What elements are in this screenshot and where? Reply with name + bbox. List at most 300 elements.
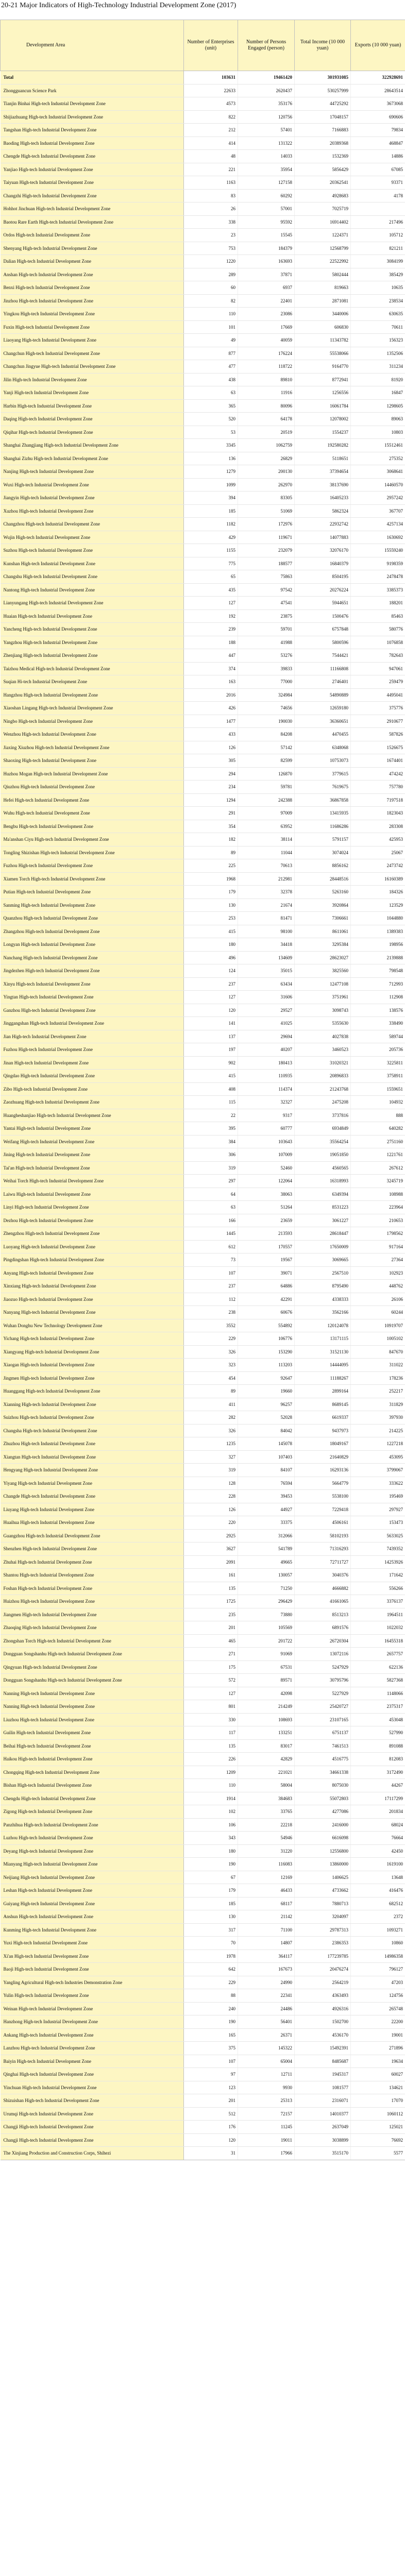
total-income-cell: 2316071 [295, 2094, 351, 2108]
enterprises-cell: 141 [184, 1017, 238, 1030]
total-income-cell: 28618447 [295, 1227, 351, 1241]
development-area-cell: Changji High-tech Industrial Development Zone [1, 2121, 184, 2134]
persons-engaged-cell: 52460 [238, 1161, 295, 1175]
table-row [1, 1555, 405, 1569]
total-income-cell: 4338333 [295, 1293, 351, 1306]
persons-engaged-cell: 15545 [238, 229, 295, 242]
persons-engaged-cell: 60777 [238, 1122, 295, 1136]
table-row [1, 492, 405, 505]
total-income-cell: 7025719 [295, 202, 351, 216]
exports-cell: 25067 [351, 846, 405, 859]
enterprises-cell: 48 [184, 150, 238, 163]
persons-engaged-cell: 167673 [238, 1963, 295, 1976]
persons-engaged-cell: 184379 [238, 242, 295, 255]
total-income-cell: 22522992 [295, 255, 351, 268]
persons-engaged-cell: 74656 [238, 702, 295, 715]
enterprises-cell: 429 [184, 531, 238, 544]
table-row [1, 583, 405, 597]
exports-cell: 1964511 [351, 1608, 405, 1621]
development-area-cell: Tongling Shizishan High-tech Industrial Development Zone [1, 846, 184, 859]
total-income-cell: 15492391 [295, 2042, 351, 2055]
persons-engaged-cell: 40207 [238, 1043, 295, 1057]
table-row [1, 1595, 405, 1608]
enterprises-cell: 877 [184, 347, 238, 360]
total-income-cell: 20362541 [295, 176, 351, 190]
header-row [1, 20, 405, 71]
exports-cell: 42450 [351, 1844, 405, 1858]
exports-cell: 124756 [351, 1989, 405, 2003]
persons-engaged-cell: 12169 [238, 1871, 295, 1884]
table-row [1, 781, 405, 794]
total-income-cell: 5802444 [295, 268, 351, 281]
development-area-cell: Quanzhou High-tech Industrial Development Zone [1, 912, 184, 925]
exports-cell: 622136 [351, 1660, 405, 1674]
persons-engaged-cell: 170557 [238, 1240, 295, 1253]
development-area-cell: Harbin High-tech Industrial Development Zone [1, 399, 184, 413]
enterprises-cell: 433 [184, 728, 238, 741]
exports-cell: 153473 [351, 1516, 405, 1530]
development-area-cell: Changzhi High-tech Industrial Development Zone [1, 189, 184, 202]
total-income-cell: 7306661 [295, 912, 351, 925]
total-income-cell: 30795796 [295, 1674, 351, 1687]
persons-engaged-cell: 80096 [238, 399, 295, 413]
development-area-cell: Nanyang High-tech Industrial Development Zone [1, 1306, 184, 1319]
exports-cell: 1221761 [351, 1148, 405, 1162]
total-income-cell: 4926316 [295, 2002, 351, 2015]
table-row [1, 1082, 405, 1096]
total-income-cell: 55538066 [295, 347, 351, 360]
total-income-cell: 16840379 [295, 557, 351, 570]
table-row [1, 1201, 405, 1214]
enterprises-cell: 179 [184, 1884, 238, 1897]
exports-cell: 947061 [351, 662, 405, 675]
header-exports: Exports (10 000 yuan) [351, 20, 405, 71]
exports-cell: 76664 [351, 1832, 405, 1845]
table-row [1, 1437, 405, 1451]
development-area-cell: Jian High-tech Industrial Development Zone [1, 1030, 184, 1043]
exports-cell: 1227218 [351, 1437, 405, 1451]
enterprises-cell: 212 [184, 124, 238, 137]
persons-engaged-cell: 33375 [238, 1516, 295, 1530]
development-area-cell: Yingkou High-tech Industrial Development Zone [1, 308, 184, 321]
table-row [1, 1582, 405, 1595]
exports-cell: 1093271 [351, 1923, 405, 1937]
exports-cell: 156323 [351, 334, 405, 347]
total-income-cell: 3779615 [295, 767, 351, 781]
total-income-cell: 5247929 [295, 1660, 351, 1674]
persons-engaged-cell: 42098 [238, 1687, 295, 1700]
table-row [1, 2094, 405, 2108]
total-income-cell: 177239785 [295, 1950, 351, 1963]
exports-cell: 15512461 [351, 439, 405, 452]
persons-engaged-cell: 200130 [238, 465, 295, 479]
exports-cell: 259479 [351, 675, 405, 689]
table-row [1, 886, 405, 899]
indicators-table-container [0, 20, 405, 2160]
table-row [1, 1792, 405, 1805]
exports-cell: 223964 [351, 1201, 405, 1214]
total-income-cell: 2416000 [295, 1818, 351, 1832]
table-row [1, 2068, 405, 2081]
exports-cell: 1630692 [351, 531, 405, 544]
persons-engaged-cell: 89810 [238, 373, 295, 386]
enterprises-cell: 520 [184, 413, 238, 426]
enterprises-cell: 89 [184, 1385, 238, 1398]
development-area-cell: Wuxi High-tech Industrial Development Zone [1, 478, 184, 492]
table-row [1, 124, 405, 137]
development-area-cell: Zhenjiang High-tech Industrial Development Zone [1, 649, 184, 663]
exports-cell: 275352 [351, 452, 405, 465]
development-area-cell: Foshan High-tech Industrial Development Zone [1, 1582, 184, 1595]
development-area-cell: Lanzhou High-tech Industrial Development Zone [1, 2042, 184, 2055]
total-income-cell: 28623027 [295, 951, 351, 964]
total-income-cell: 14444095 [295, 1359, 351, 1372]
enterprises-cell: 454 [184, 1371, 238, 1385]
persons-engaged-cell: 44927 [238, 1503, 295, 1516]
total-income-cell: 5263160 [295, 886, 351, 899]
total-income-cell: 20896833 [295, 1070, 351, 1083]
total-income-cell: 1554237 [295, 426, 351, 439]
persons-engaged-cell: 19660 [238, 1385, 295, 1398]
table-row [1, 1096, 405, 1109]
persons-engaged-cell: 2620437 [238, 84, 295, 97]
enterprises-cell: 297 [184, 1175, 238, 1188]
persons-engaged-cell: 29694 [238, 1030, 295, 1043]
persons-engaged-cell: 242388 [238, 793, 295, 807]
total-income-cell: 23107165 [295, 1713, 351, 1726]
enterprises-cell: 64 [184, 1188, 238, 1201]
enterprises-cell: 161 [184, 1569, 238, 1582]
total-income-cell: 5227929 [295, 1687, 351, 1700]
development-area-cell: Luzhou High-tech Industrial Development Zone [1, 1832, 184, 1845]
persons-engaged-cell: 22218 [238, 1818, 295, 1832]
persons-engaged-cell: 221021 [238, 1766, 295, 1779]
persons-engaged-cell: 11245 [238, 2121, 295, 2134]
table-row [1, 859, 405, 873]
exports-cell: 474242 [351, 767, 405, 781]
persons-engaged-cell: 72157 [238, 2107, 295, 2121]
total-income-cell: 5538100 [295, 1490, 351, 1503]
table-row [1, 1122, 405, 1136]
persons-engaged-cell: 107009 [238, 1148, 295, 1162]
enterprises-cell: 165 [184, 2028, 238, 2042]
table-row [1, 728, 405, 741]
table-row [1, 1621, 405, 1635]
total-income-cell: 58102193 [295, 1529, 351, 1543]
table-row [1, 2028, 405, 2042]
persons-engaged-cell: 26371 [238, 2028, 295, 2042]
development-area-cell: Zhangzhou High-tech Industrial Development Zone [1, 925, 184, 938]
persons-engaged-cell: 21142 [238, 1910, 295, 1924]
development-area-cell: Jiangmen High-tech Industrial Development Zone [1, 1608, 184, 1621]
total-income-cell: 301931085 [295, 71, 351, 84]
development-area-cell: Liuzhou High-tech Industrial Development Zone [1, 1713, 184, 1726]
total-income-cell: 19051850 [295, 1148, 351, 1162]
table-row [1, 1858, 405, 1871]
table-row [1, 912, 405, 925]
persons-engaged-cell: 6937 [238, 281, 295, 295]
table-row [1, 1371, 405, 1385]
persons-engaged-cell: 22401 [238, 294, 295, 308]
table-row [1, 1700, 405, 1714]
persons-engaged-cell: 14807 [238, 1937, 295, 1950]
enterprises-cell: 235 [184, 1608, 238, 1621]
persons-engaged-cell: 134609 [238, 951, 295, 964]
exports-cell: 311234 [351, 360, 405, 374]
exports-cell: 2375317 [351, 1700, 405, 1714]
table-row [1, 439, 405, 452]
persons-engaged-cell: 353176 [238, 97, 295, 111]
enterprises-cell: 175 [184, 1660, 238, 1674]
table-row [1, 964, 405, 978]
enterprises-cell: 801 [184, 1700, 238, 1714]
enterprises-cell: 1725 [184, 1595, 238, 1608]
enterprises-cell: 1294 [184, 793, 238, 807]
persons-engaged-cell: 120756 [238, 110, 295, 124]
table-row [1, 334, 405, 347]
development-area-cell: The Xinjiang Production and Construction Corps, Shihezi [1, 2147, 184, 2160]
enterprises-cell: 1163 [184, 176, 238, 190]
enterprises-cell: 127 [184, 991, 238, 1004]
persons-engaged-cell: 107403 [238, 1450, 295, 1464]
persons-engaged-cell: 12711 [238, 2068, 295, 2081]
table-row [1, 281, 405, 295]
enterprises-cell: 294 [184, 767, 238, 781]
exports-cell: 1823043 [351, 807, 405, 820]
development-area-cell: Hohhot Jinchuan High-tech Industrial Development Zone [1, 202, 184, 216]
persons-engaged-cell: 82599 [238, 754, 295, 768]
persons-engaged-cell: 49665 [238, 1555, 295, 1569]
total-income-cell: 31521130 [295, 1345, 351, 1359]
exports-cell: 112908 [351, 991, 405, 1004]
development-area-cell: Benxi High-tech Industrial Development Zone [1, 281, 184, 295]
total-income-cell: 22932742 [295, 518, 351, 531]
total-income-cell: 3440006 [295, 308, 351, 321]
development-area-cell: Yinchuan High-tech Industrial Development Zone [1, 2081, 184, 2094]
table-row [1, 320, 405, 334]
exports-cell: 76692 [351, 2133, 405, 2147]
persons-engaged-cell: 68117 [238, 1897, 295, 1910]
development-area-cell: Baoding High-tech Industrial Development Zone [1, 137, 184, 150]
table-row [1, 1214, 405, 1227]
persons-engaged-cell: 201722 [238, 1634, 295, 1648]
table-row [1, 1109, 405, 1122]
development-area-cell: Weihai Torch High-tech Industrial Development Zone [1, 1175, 184, 1188]
enterprises-cell: 128 [184, 1477, 238, 1490]
total-income-cell: 8513213 [295, 1608, 351, 1621]
development-area-cell: Changde High-tech Industrial Development Zone [1, 1490, 184, 1503]
exports-cell: 796127 [351, 1963, 405, 1976]
header-enterprises: Number of Enterprises (unit) [184, 20, 238, 71]
table-row [1, 1910, 405, 1924]
total-income-cell: 55072803 [295, 1792, 351, 1805]
header-persons-engaged: Number of Persons Engaged (person) [238, 20, 295, 71]
table-row [1, 899, 405, 912]
table-row [1, 1766, 405, 1779]
exports-cell: 297927 [351, 1503, 405, 1516]
table-row [1, 1043, 405, 1057]
total-income-cell: 6616098 [295, 1832, 351, 1845]
exports-cell: 1005102 [351, 1332, 405, 1346]
persons-engaged-cell: 95592 [238, 215, 295, 229]
development-area-cell: Mianyang High-tech Industrial Development Zone [1, 1858, 184, 1871]
total-income-cell: 20476274 [295, 1963, 351, 1976]
table-row [1, 977, 405, 991]
enterprises-cell: 572 [184, 1674, 238, 1687]
development-area-cell: Yuxi High-tech Industrial Development Zone [1, 1937, 184, 1950]
table-row [1, 347, 405, 360]
total-income-cell: 4733662 [295, 1884, 351, 1897]
enterprises-cell: 496 [184, 951, 238, 964]
development-area-cell: Ankang High-tech Industrial Development Zone [1, 2028, 184, 2042]
persons-engaged-cell: 76594 [238, 1477, 295, 1490]
table-row [1, 1832, 405, 1845]
enterprises-cell: 2016 [184, 688, 238, 702]
enterprises-cell: 239 [184, 623, 238, 636]
persons-engaged-cell: 42291 [238, 1293, 295, 1306]
exports-cell: 527990 [351, 1726, 405, 1740]
exports-cell: 19001 [351, 2028, 405, 2042]
exports-cell: 640282 [351, 1122, 405, 1136]
table-row [1, 176, 405, 190]
exports-cell: 70611 [351, 320, 405, 334]
exports-cell: 17070 [351, 2094, 405, 2108]
total-income-cell: 35564254 [295, 1135, 351, 1148]
total-income-cell: 7880713 [295, 1897, 351, 1910]
total-income-cell: 5862324 [295, 504, 351, 518]
persons-engaged-cell: 57401 [238, 124, 295, 137]
enterprises-cell: 365 [184, 399, 238, 413]
persons-engaged-cell: 105569 [238, 1621, 295, 1635]
development-area-cell: Chengde High-tech Industrial Development Zone [1, 150, 184, 163]
persons-engaged-cell: 113203 [238, 1359, 295, 1372]
development-area-cell: Zibo High-tech Industrial Development Zone [1, 1082, 184, 1096]
total-income-cell: 4277086 [295, 1805, 351, 1819]
enterprises-cell: 179 [184, 886, 238, 899]
enterprises-cell: 103631 [184, 71, 238, 84]
persons-engaged-cell: 59701 [238, 623, 295, 636]
table-row [1, 386, 405, 400]
total-income-cell: 16318993 [295, 1175, 351, 1188]
total-income-cell: 12477108 [295, 977, 351, 991]
exports-cell: 468847 [351, 137, 405, 150]
table-row [1, 1529, 405, 1543]
table-row [1, 1687, 405, 1700]
total-income-cell: 16914402 [295, 215, 351, 229]
table-row [1, 2081, 405, 2094]
table-row [1, 1963, 405, 1976]
table-row [1, 820, 405, 833]
development-area-cell: Chongqing High-tech Industrial Development Zone [1, 1766, 184, 1779]
persons-engaged-cell: 97542 [238, 583, 295, 597]
table-row [1, 1634, 405, 1648]
total-income-cell: 4470455 [295, 728, 351, 741]
persons-engaged-cell: 11044 [238, 846, 295, 859]
persons-engaged-cell: 163693 [238, 255, 295, 268]
enterprises-cell: 411 [184, 1398, 238, 1411]
exports-cell: 1389383 [351, 925, 405, 938]
table-row [1, 465, 405, 479]
total-income-cell: 3069665 [295, 1253, 351, 1267]
exports-cell: 425953 [351, 833, 405, 846]
enterprises-cell: 229 [184, 1976, 238, 1989]
exports-cell: 10860 [351, 1937, 405, 1950]
development-area-cell: Changchun High-tech Industrial Development Zone [1, 347, 184, 360]
table-row [1, 137, 405, 150]
enterprises-cell: 166 [184, 1214, 238, 1227]
enterprises-cell: 88 [184, 1989, 238, 2003]
exports-cell: 214225 [351, 1424, 405, 1437]
total-income-cell: 8531223 [295, 1201, 351, 1214]
persons-engaged-cell: 52028 [238, 1411, 295, 1425]
persons-engaged-cell: 131322 [238, 137, 295, 150]
enterprises-cell: 512 [184, 2107, 238, 2121]
development-area-cell: Hanzhong High-tech Industrial Development Zone [1, 2015, 184, 2029]
development-area-cell: Xiaoshan Lingang High-tech Industrial Development Zone [1, 702, 184, 715]
persons-engaged-cell: 23659 [238, 1214, 295, 1227]
exports-cell: 1674401 [351, 754, 405, 768]
enterprises-cell: 291 [184, 807, 238, 820]
exports-cell: 27364 [351, 1253, 405, 1267]
development-area-cell: Laiwu High-tech Industrial Development Zone [1, 1188, 184, 1201]
exports-cell: 252217 [351, 1385, 405, 1398]
persons-engaged-cell: 24990 [238, 1976, 295, 1989]
total-income-cell: 3295384 [295, 938, 351, 952]
exports-cell: 3084199 [351, 255, 405, 268]
exports-cell: 16847 [351, 386, 405, 400]
persons-engaged-cell: 38063 [238, 1188, 295, 1201]
total-income-cell: 7461513 [295, 1739, 351, 1753]
development-area-cell: Yingtan High-tech Industrial Development Zone [1, 991, 184, 1004]
enterprises-cell: 282 [184, 1411, 238, 1425]
total-income-cell: 4536170 [295, 2028, 351, 2042]
persons-engaged-cell: 60676 [238, 1306, 295, 1319]
exports-cell: 891088 [351, 1739, 405, 1753]
persons-engaged-cell: 65004 [238, 2055, 295, 2068]
enterprises-cell: 343 [184, 1832, 238, 1845]
persons-engaged-cell: 127158 [238, 176, 295, 190]
enterprises-cell: 73 [184, 1253, 238, 1267]
persons-engaged-cell: 67531 [238, 1660, 295, 1674]
exports-cell: 44267 [351, 1779, 405, 1792]
enterprises-cell: 188 [184, 636, 238, 649]
persons-engaged-cell: 51069 [238, 504, 295, 518]
total-income-cell: 6891576 [295, 1621, 351, 1635]
development-area-cell: Anshan High-tech Industrial Development Zone [1, 268, 184, 281]
enterprises-cell: 201 [184, 1621, 238, 1635]
table-row [1, 793, 405, 807]
development-area-cell: Baoji High-tech Industrial Development Zone [1, 1963, 184, 1976]
table-row [1, 1175, 405, 1188]
table-row [1, 1884, 405, 1897]
persons-engaged-cell: 133251 [238, 1726, 295, 1740]
table-row [1, 1135, 405, 1148]
enterprises-cell: 101 [184, 320, 238, 334]
enterprises-cell: 354 [184, 820, 238, 833]
development-area-cell: Yantai High-tech Industrial Development Zone [1, 1122, 184, 1136]
development-area-cell: Anyang High-tech Industrial Development Zone [1, 1266, 184, 1280]
development-area-cell: Pingdingshan High-tech Industrial Development Zone [1, 1253, 184, 1267]
enterprises-cell: 306 [184, 1148, 238, 1162]
exports-cell: 5633025 [351, 1529, 405, 1543]
exports-cell: 198956 [351, 938, 405, 952]
persons-engaged-cell: 83017 [238, 1739, 295, 1753]
total-income-cell: 17048157 [295, 110, 351, 124]
persons-engaged-cell: 96257 [238, 1398, 295, 1411]
persons-engaged-cell: 63952 [238, 820, 295, 833]
persons-engaged-cell: 188577 [238, 557, 295, 570]
total-income-cell: 4506161 [295, 1516, 351, 1530]
